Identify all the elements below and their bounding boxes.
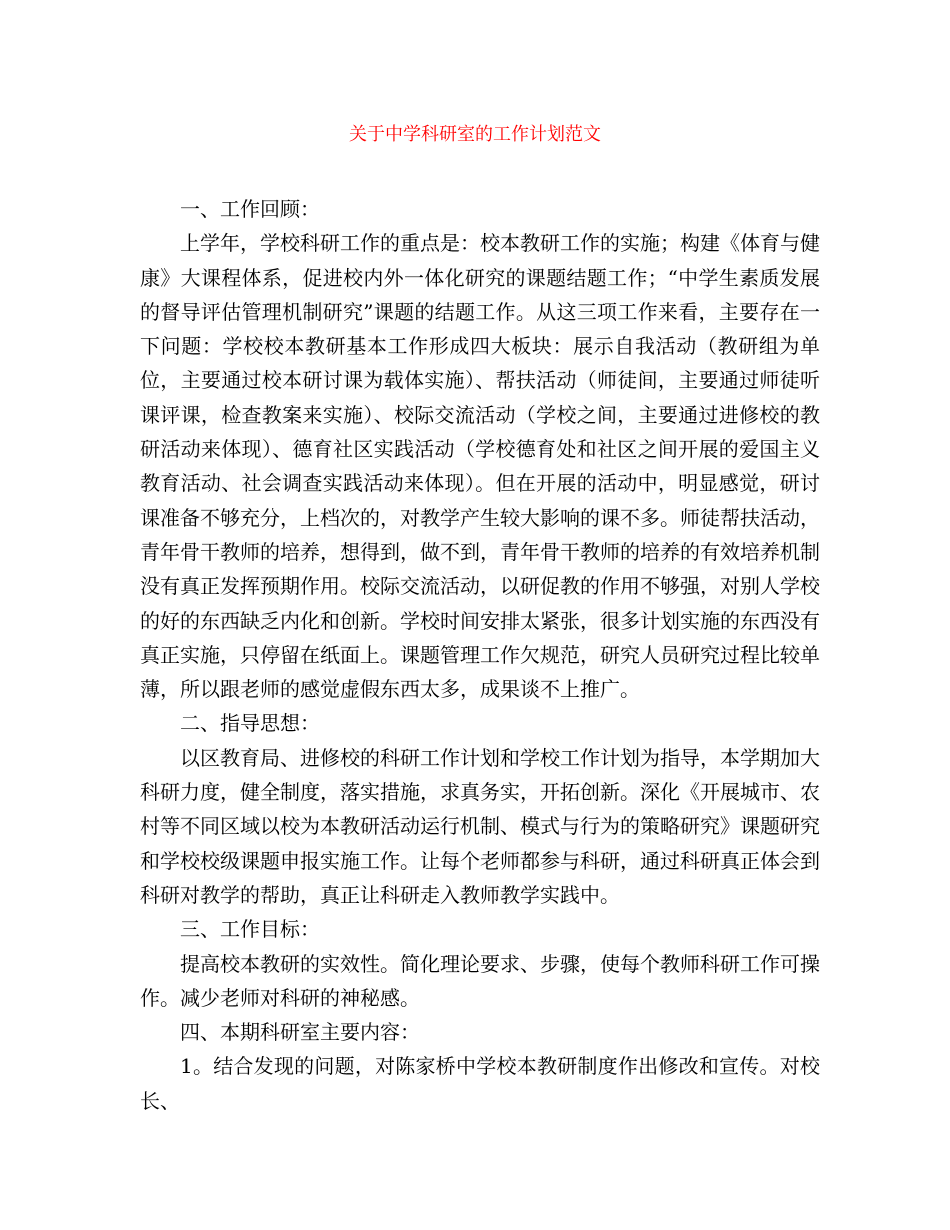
section-heading-main-content: 四、本期科研室主要内容： xyxy=(180,1020,420,1045)
paragraph-goals: 提高校本教研的实效性。简化理论要求、步骤，使每个教师科研工作可操作。减少老师对科研的神秘感。 xyxy=(140,951,820,1010)
section-heading-review: 一、工作回顾： xyxy=(180,197,320,221)
paragraph-review: 上学年，学校科研工作的重点是：校本教研工作的实施；构建《体育与健康》大课程体系，促进校内外一体化研究的课题结题工作；“中学生素质发展的督导评估管理机制研究”课题的结题工作。从这三项工作来看，主要存在一下问题：学校校本教研基本工作形成四大板块：展示自我活动（教研组为单位，主要通过校本研讨课为载体实施）、帮扶活动（师徒间，主要通过师徒听课评课，检查教案来实施）、校际交流活动（学校之间，主要通过进修校的教研活动来体现）、德育社区实践活动（学校德育处和社区之间开展的爱国主义教育活动、社会调查实践活动来体现）。但在开展的活动中，明显感觉，研讨课准备不够充分，上档次的，对教学产生较大影响的课不多。师徒帮扶活动，青年骨干教师的培养，想得到，做不到，青年骨干教师的培养的有效培养机制没有真正发挥预期作用。校际交流活动，以研促教的作用不够强，对别人学校的好的东西缺乏内化和创新。学校时间安排太紧张，很多计划实施的东西没有真正实施，只停留在纸面上。课题管理工作欠规范，研究人员研究过程比较单薄，所以跟老师的感觉虚假东西太多，成果谈不上推广。 xyxy=(140,231,820,702)
document-title: 关于中学科研室的工作计划范文 xyxy=(349,124,601,145)
paragraph-guiding-thought: 以区教育局、进修校的科研工作计划和学校工作计划为指导，本学期加大科研力度，健全制度，落实措施，求真务实，开拓创新。深化《开展城市、农村等不同区域以校为本教研活动运行机制、模式与行为的策略研究》课题研究和学校校级课题申报实施工作。让每个老师都参与科研，通过科研真正体会到科研对教学的帮助，真正让科研走入教师教学实践中。 xyxy=(140,745,820,907)
paragraph-main-content-item-1: 1。结合发现的问题，对陈家桥中学校本教研制度作出修改和宣传。对校长、 xyxy=(140,1054,820,1113)
section-heading-goals: 三、工作目标： xyxy=(180,917,320,942)
document-body xyxy=(140,192,820,1118)
section-heading-guiding-thought: 二、指导思想： xyxy=(180,711,320,736)
